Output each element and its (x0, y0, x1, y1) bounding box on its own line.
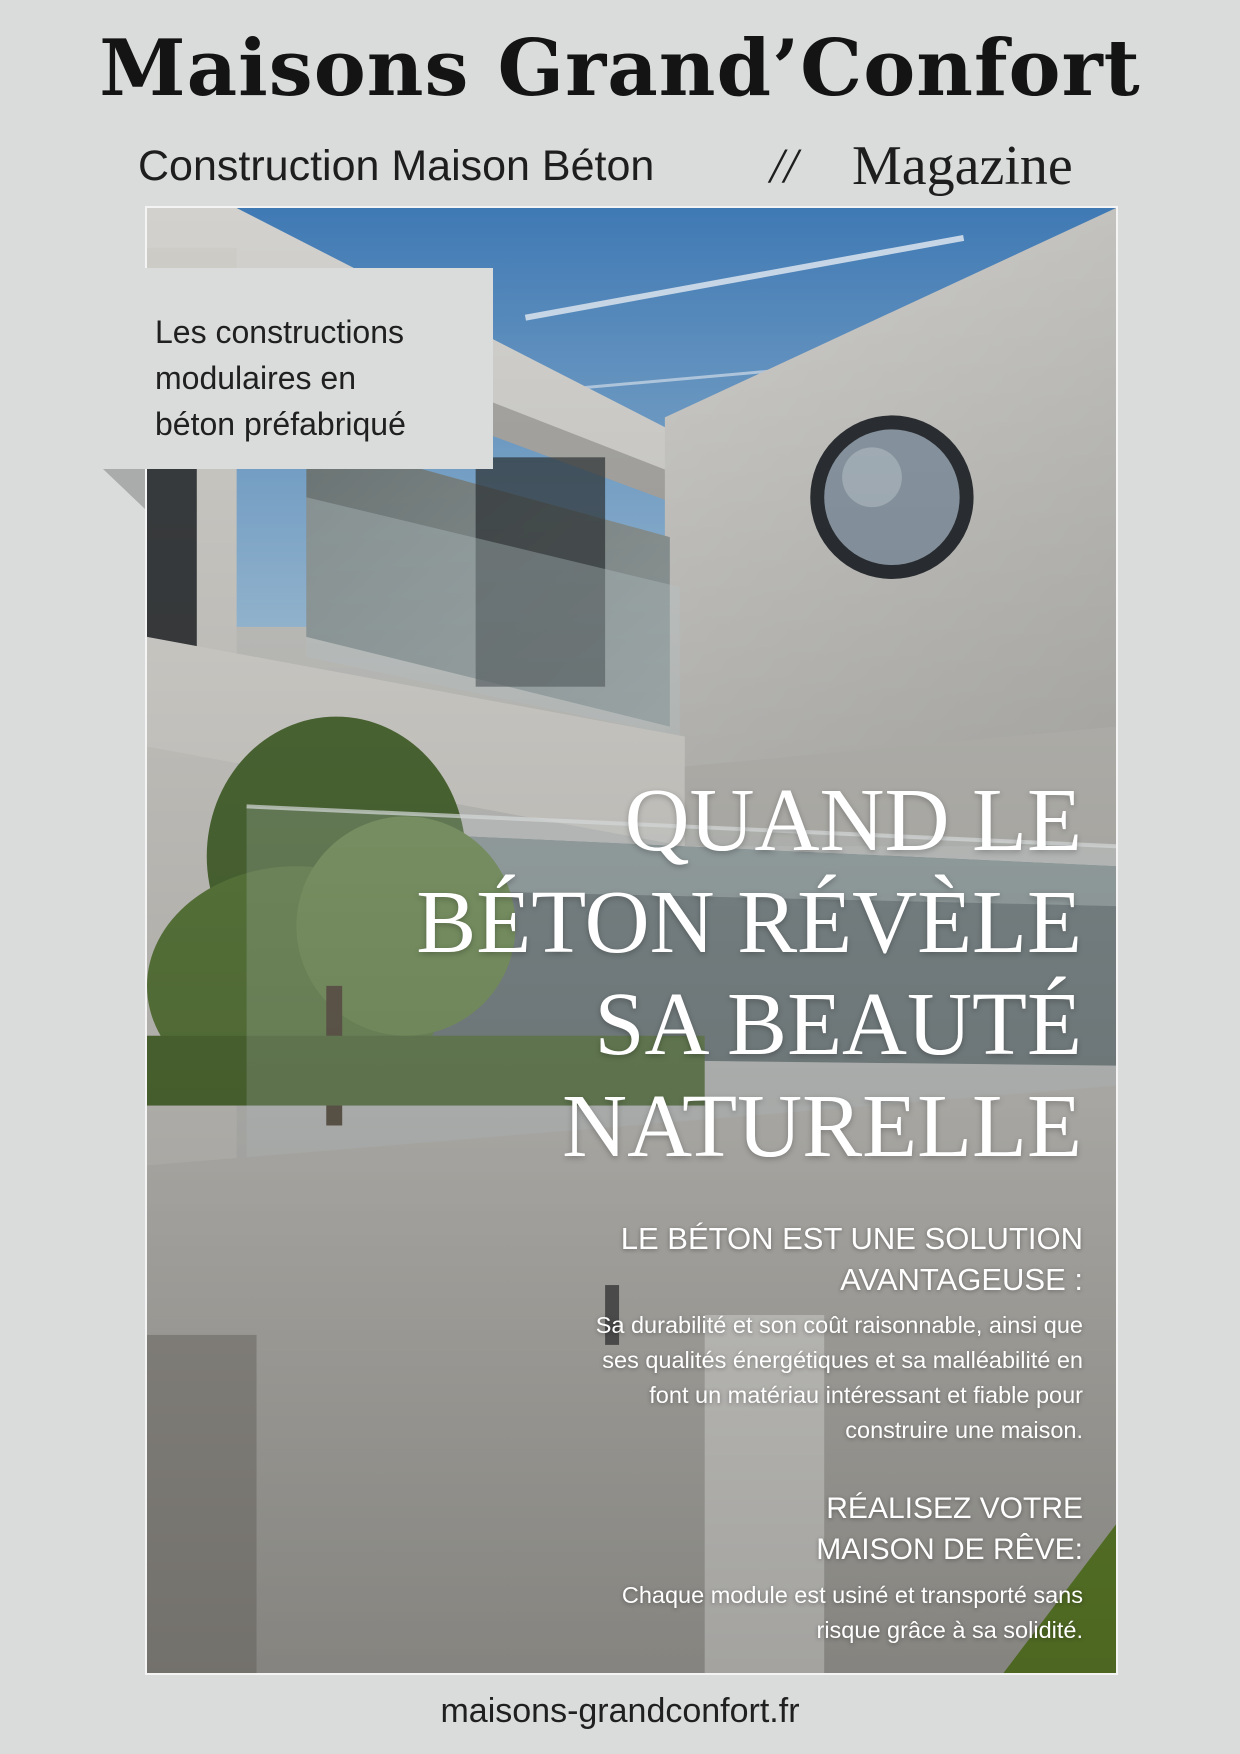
advantages-heading-line: LE BÉTON EST UNE SOLUTION (620, 1221, 1083, 1256)
dream-house-heading-line: MAISON DE RÊVE: (816, 1533, 1083, 1566)
headline-line: NATURELLE (562, 1077, 1082, 1176)
advantages-body-line: ses qualités énergétiques et sa malléabilité en (602, 1347, 1083, 1373)
dream-house-body-line: risque grâce à sa solidité. (816, 1617, 1083, 1643)
dream-house-heading-line: RÉALISEZ VOTRE (826, 1492, 1083, 1525)
magazine-section-label: Magazine (852, 135, 1073, 197)
topic-tag (145, 268, 493, 469)
dream-house-body-line: Chaque module est usiné et transporté sans (621, 1582, 1083, 1608)
headline-line: SA BEAUTÉ (594, 975, 1082, 1074)
tag-fold-corner (103, 469, 145, 509)
dream-house-heading (622, 1488, 1083, 1570)
headline-line: BÉTON RÉVÈLE (416, 873, 1082, 972)
magazine-title: Maisons Grand’Confort (99, 23, 1141, 114)
advantages-body-line: font un matériau intéressant et fiable pour (649, 1382, 1083, 1408)
title-separator: // (770, 137, 798, 193)
advantages-body-line: construire une maison. (845, 1417, 1083, 1443)
magazine-subtitle: Construction Maison Béton (138, 142, 655, 190)
topic-tag-line: Les constructions (155, 314, 405, 350)
advantages-heading-line: AVANTAGEUSE : (840, 1262, 1083, 1297)
dream-house-body (622, 1578, 1083, 1648)
advantages-body (596, 1308, 1083, 1448)
dream-house-section (622, 1488, 1083, 1648)
cover-headline (416, 770, 1082, 1178)
topic-tag-line: modulaires en (155, 360, 356, 396)
advantages-heading (596, 1218, 1083, 1300)
headline-line: QUAND LE (624, 771, 1082, 870)
topic-tag-line: béton préfabriqué (155, 406, 406, 442)
advantages-section (596, 1218, 1083, 1448)
website-url[interactable]: maisons-grandconfort.fr (440, 1692, 800, 1730)
advantages-body-line: Sa durabilité et son coût raisonnable, ainsi que (595, 1312, 1083, 1338)
